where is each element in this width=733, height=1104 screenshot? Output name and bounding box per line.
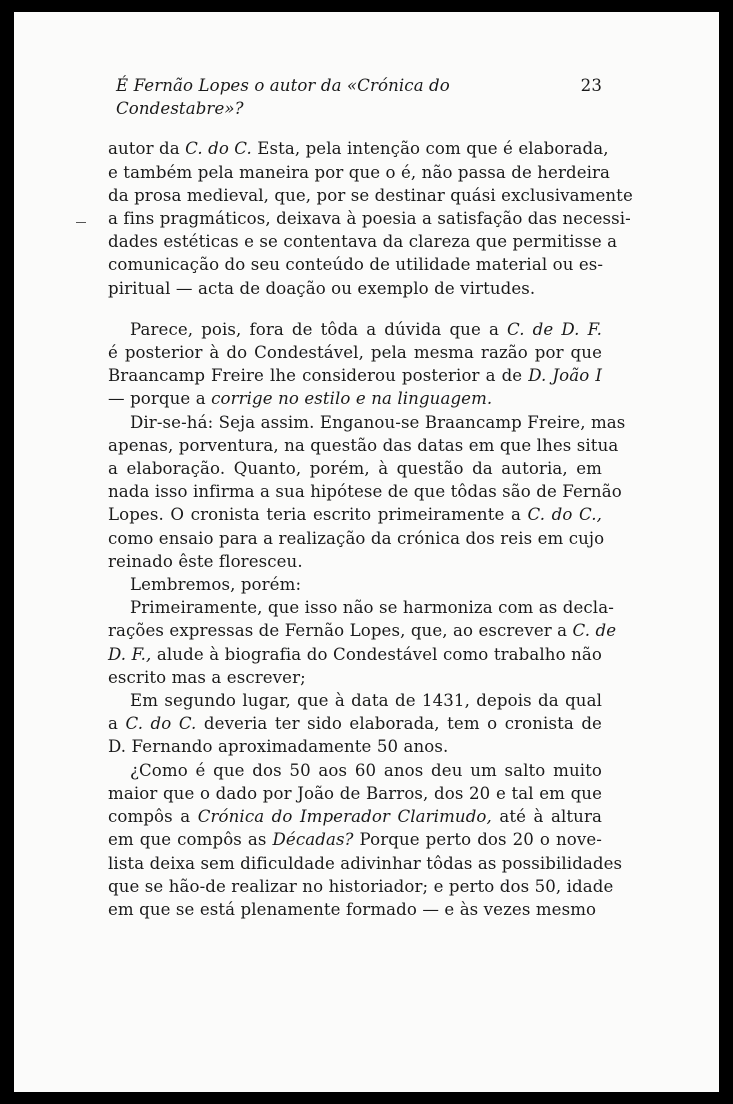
text-run: Parece, pois, fora de tôda a dúvida que a (130, 319, 507, 339)
text-run: rações expressas de Fernão Lopes, que, ao escrever a (108, 621, 573, 641)
text-line (108, 619, 617, 642)
text-run: Em segundo lugar, que à data de 1431, depois da qual (130, 691, 602, 711)
text-run: alude à biografia do Condestável como trabalho não (151, 644, 602, 664)
paragraph (108, 759, 623, 921)
text-run: — porque a (108, 389, 212, 409)
text-run: autor da (108, 139, 186, 159)
text-run: escrito mas a escrever; (108, 667, 306, 687)
text-line (108, 828, 602, 851)
text-run: Primeiramente, que isso não se harmoniza com as decla- (130, 598, 614, 618)
text-run: e também pela maneira por que o é, não passa de herdeira (108, 162, 611, 182)
text-run: Braancamp Freire lhe considerou posterior a de (108, 366, 529, 386)
italic-run: C. do C. (125, 714, 197, 734)
text-line (108, 898, 602, 921)
text-line (108, 550, 602, 573)
text-run: em que compôs as (108, 830, 273, 850)
text-run: reinado êste floresceu. (108, 551, 303, 571)
text-line (108, 364, 602, 387)
italic-run: Décadas? (272, 830, 354, 850)
text-run: Lembremos, porém: (130, 575, 302, 595)
text-line (108, 230, 618, 253)
text-line (108, 782, 602, 805)
text-line (108, 480, 622, 503)
running-header (108, 74, 602, 120)
text-line (108, 207, 631, 230)
text-run: nada isso infirma a sua hipótese de que tôdas são de Fernão (108, 482, 622, 502)
text-run: Porque perto dos 20 o nove- (353, 830, 602, 850)
text-run: Dir-se-há: Seja assim. Enganou-se Braancamp Freire, mas (130, 412, 626, 432)
text-run: Esta, pela intenção com que é elaborada, (251, 139, 609, 159)
running-title: É Fernão Lopes o autor da «Crónica do Condestabre»? (116, 76, 450, 119)
italic-run: C. de (572, 621, 617, 641)
body-text (108, 137, 633, 921)
text-run: lista deixa sem dificuldade adivinhar tôdas as possibilidades (108, 853, 623, 873)
text-line (108, 735, 602, 758)
text-line (108, 137, 609, 160)
text-run: dades estéticas e se contentava da clareza que permitisse a (108, 232, 618, 252)
text-line (108, 341, 602, 364)
text-run: é posterior à do Condestável, pela mesma razão por que (108, 343, 602, 363)
paragraph (108, 573, 602, 596)
italic-run: C. do C. (185, 139, 252, 159)
text-line (108, 318, 602, 341)
text-run: a (108, 714, 126, 734)
text-run: a fins pragmáticos, deixava à poesia a satisfação das necessi- (108, 209, 631, 229)
paragraph (108, 596, 617, 689)
text-run: piritual — acta de doação ou exemplo de virtudes. (108, 278, 536, 298)
page-body (108, 74, 633, 921)
text-line (108, 805, 602, 828)
text-line (108, 527, 605, 550)
text-run: que se hão-de realizar no historiador; e perto dos 50, idade (108, 876, 614, 896)
paragraph (108, 318, 602, 411)
italic-run: Crónica do Imperador Clarimudo, (197, 807, 492, 827)
text-run: a elaboração. Quanto, porém, à questão da autoria, em (108, 459, 602, 479)
text-line (108, 161, 611, 184)
italic-run: D. F., (108, 644, 152, 664)
text-line (108, 387, 602, 410)
page-number: 23 (580, 76, 602, 95)
text-line (108, 643, 602, 666)
text-run: maior que o dado por João de Barros, dos 20 e tal em que (108, 783, 602, 803)
paragraph (108, 689, 602, 759)
text-line (108, 573, 602, 596)
text-line (108, 712, 602, 735)
text-run: comunicação do seu conteúdo de utilidade material ou es- (108, 255, 604, 275)
text-run: em que se está plenamente formado — e às vezes mesmo (108, 899, 597, 919)
text-line (108, 596, 614, 619)
text-run: Lopes. O cronista teria escrito primeiramente a (108, 505, 528, 525)
text-line (108, 689, 602, 712)
scanned-page (14, 12, 719, 1092)
scan-speck (76, 222, 86, 223)
text-run: D. Fernando aproximadamente 50 anos. (108, 737, 449, 757)
text-run: deveria ter sido elaborada, tem o cronista de (196, 714, 602, 734)
text-line (108, 434, 619, 457)
paragraph (108, 411, 626, 573)
italic-run: D. João I (528, 366, 602, 386)
italic-run: corrige no estilo e na linguagem. (211, 389, 493, 409)
italic-run: C. de D. F. (507, 319, 602, 339)
text-line (108, 253, 602, 276)
text-run: da prosa medieval, que, por se destinar quási exclusivamente (108, 185, 633, 205)
text-line (108, 666, 602, 689)
text-line (108, 457, 602, 480)
text-run: ¿Como é que dos 50 aos 60 anos deu um salto muito (130, 760, 602, 780)
text-run: apenas, porventura, na questão das datas em que lhes situa (108, 435, 619, 455)
text-line (108, 875, 614, 898)
paragraph (108, 137, 633, 299)
text-line (108, 503, 602, 526)
text-line (108, 852, 623, 875)
text-line (108, 277, 602, 300)
text-line (108, 759, 602, 782)
text-run: até à altura (491, 807, 602, 827)
text-run: como ensaio para a realização da crónica dos reis em cujo (108, 528, 605, 548)
text-run: compôs a (108, 807, 198, 827)
italic-run: C. do C., (527, 505, 602, 525)
text-line (108, 411, 626, 434)
text-line (108, 184, 633, 207)
